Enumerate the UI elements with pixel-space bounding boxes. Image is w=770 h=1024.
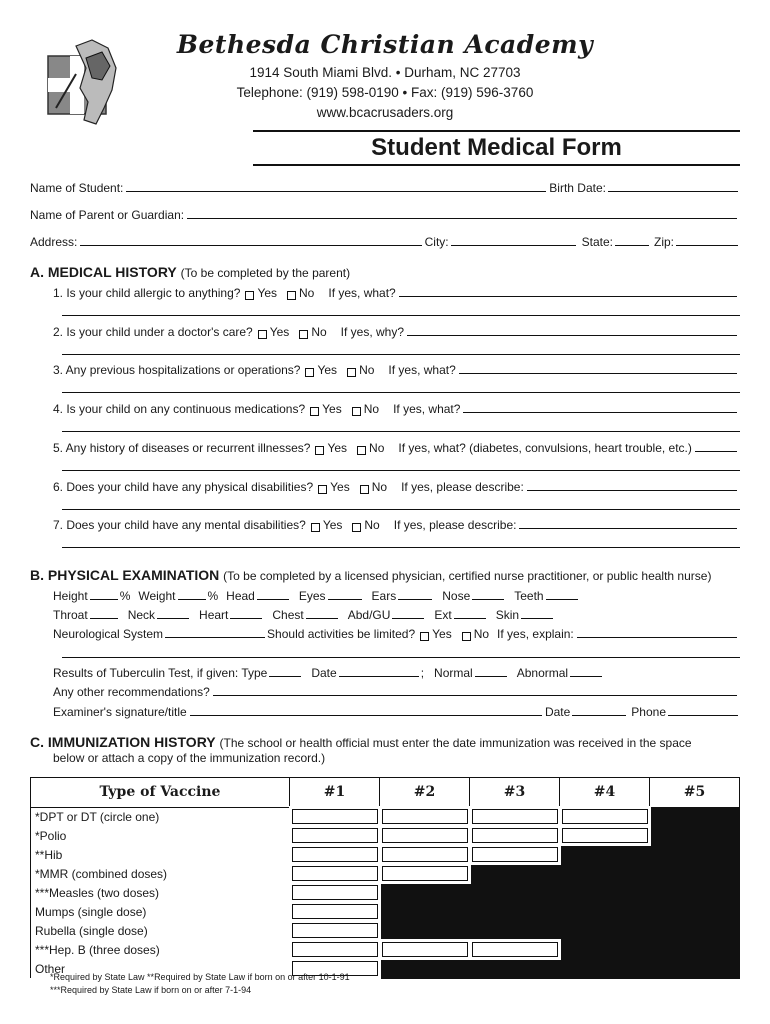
parent-row (30, 206, 740, 222)
exam-phone-field[interactable] (668, 714, 738, 716)
dose-blocked-cell (380, 883, 470, 902)
question-yes-checkbox[interactable] (311, 523, 320, 532)
vaccine-name: **Hib (31, 845, 290, 864)
explain-field[interactable] (577, 636, 737, 638)
question-yes-checkbox[interactable] (318, 485, 327, 494)
yes-label: Yes (317, 363, 338, 377)
followup-field[interactable] (459, 372, 737, 374)
school-website[interactable]: www.bcacrusaders.org (316, 105, 454, 120)
vitals-row-2: Throat Neck Heart Chest Abd/GU Ext Skin (53, 606, 740, 622)
footnote-2: ***Required by State Law if born on or after 7-1-94 (50, 985, 252, 995)
followup-field[interactable] (695, 450, 737, 452)
followup-field[interactable] (463, 411, 737, 413)
nose-field[interactable] (472, 598, 504, 600)
column-header: Type of Vaccine (31, 778, 290, 808)
birth-date-label: Birth Date: (549, 181, 606, 195)
yes-label: Yes (322, 518, 343, 532)
school-address: 1914 South Miami Blvd. • Durham, NC 27703 (249, 65, 521, 80)
yes-label: Yes (322, 402, 342, 416)
dose-blocked-cell (470, 883, 560, 902)
school-logo (46, 38, 122, 128)
question-continuation-line[interactable] (62, 470, 740, 471)
dose-date-cell[interactable] (380, 845, 470, 864)
question-yes-checkbox[interactable] (315, 446, 324, 455)
dose-blocked-cell (650, 845, 740, 864)
exam-date-field[interactable] (572, 714, 626, 716)
dose-blocked-cell (470, 921, 560, 940)
dose-blocked-cell (650, 864, 740, 883)
neuro-field[interactable] (165, 636, 265, 638)
dose-date-cell[interactable] (470, 940, 560, 959)
title-rule-bottom (253, 164, 740, 166)
vaccine-name: *Polio (31, 826, 290, 845)
medical-question-2 (53, 323, 740, 339)
explain-continuation-line[interactable] (62, 657, 740, 658)
vaccine-row (31, 845, 740, 864)
eyes-field[interactable] (328, 598, 362, 600)
abnormal-field[interactable] (570, 675, 602, 677)
vaccine-name: Mumps (single dose) (31, 902, 290, 921)
dose-blocked-cell (560, 883, 650, 902)
column-header: #5 (650, 778, 740, 808)
question-text: 6. Does your child have any physical disabilities? (53, 480, 314, 494)
recommendations-row: Any other recommendations? (53, 683, 740, 699)
dose-blocked-cell (380, 959, 470, 978)
question-no-checkbox[interactable] (352, 523, 361, 532)
dose-blocked-cell (650, 959, 740, 978)
student-name-row (30, 179, 740, 195)
school-phone: Telephone: (919) 598-0190 • Fax: (919) 596-3760 (236, 85, 534, 100)
dose-date-cell[interactable] (470, 807, 560, 826)
dose-blocked-cell (650, 902, 740, 921)
column-header: #1 (290, 778, 380, 808)
tb-type-field[interactable] (269, 675, 301, 677)
limited-yes-checkbox[interactable] (420, 632, 429, 641)
dose-date-cell[interactable] (380, 864, 470, 883)
followup-field[interactable] (399, 295, 737, 297)
no-label: No (363, 402, 380, 416)
question-text: 4. Is your child on any continuous medications? (53, 402, 306, 416)
question-continuation-line[interactable] (62, 354, 740, 355)
state-label: State: (581, 235, 613, 249)
vaccine-row (31, 940, 740, 959)
dose-date-cell[interactable] (290, 845, 380, 864)
city-field[interactable] (451, 244, 576, 246)
followup-label: If yes, why? (340, 325, 405, 339)
dose-blocked-cell (560, 864, 650, 883)
dose-blocked-cell (470, 864, 560, 883)
question-continuation-line[interactable] (62, 547, 740, 548)
dose-blocked-cell (650, 826, 740, 845)
yes-label: Yes (257, 286, 278, 300)
question-no-checkbox[interactable] (299, 330, 308, 339)
vaccine-row (31, 807, 740, 826)
dose-blocked-cell (380, 902, 470, 921)
followup-label: If yes, please describe: (393, 518, 517, 532)
dose-date-cell[interactable] (290, 921, 380, 940)
question-yes-checkbox[interactable] (245, 291, 254, 300)
dose-date-cell[interactable] (290, 902, 380, 921)
normal-field[interactable] (475, 675, 507, 677)
dose-date-cell[interactable] (380, 807, 470, 826)
question-text: 1. Is your child allergic to anything? (53, 286, 241, 300)
dose-blocked-cell (650, 883, 740, 902)
dose-blocked-cell (470, 959, 560, 978)
question-no-checkbox[interactable] (352, 407, 361, 416)
immunization-heading: C. IMMUNIZATION HISTORY (The school or health official must enter the date immunization was received in the space (30, 734, 692, 750)
dose-blocked-cell (560, 959, 650, 978)
dose-blocked-cell (560, 921, 650, 940)
address-row (30, 233, 740, 249)
vaccine-name: *MMR (combined doses) (31, 864, 290, 883)
question-yes-checkbox[interactable] (305, 368, 314, 377)
dose-date-cell[interactable] (560, 807, 650, 826)
no-label: No (364, 518, 380, 532)
yes-label: Yes (327, 441, 348, 455)
dose-blocked-cell (380, 921, 470, 940)
dose-date-cell[interactable] (290, 883, 380, 902)
question-no-checkbox[interactable] (287, 291, 296, 300)
vaccine-name: Rubella (single dose) (31, 921, 290, 940)
question-text: 5. Any history of diseases or recurrent illnesses? (53, 441, 311, 455)
medical-question-1 (53, 284, 740, 300)
dose-date-cell[interactable] (470, 845, 560, 864)
dose-date-cell[interactable] (290, 940, 380, 959)
signature-row: Examiner's signature/title Date Phone (53, 703, 740, 719)
no-label: No (371, 480, 388, 494)
city-label: City: (424, 235, 449, 249)
question-yes-checkbox[interactable] (258, 330, 267, 339)
dose-date-cell[interactable] (380, 940, 470, 959)
physical-exam-heading: B. PHYSICAL EXAMINATION (To be completed by a licensed physician, certified nurse practitioner, or public health nurse) (30, 567, 712, 583)
yes-label: Yes (269, 325, 290, 339)
dose-date-cell[interactable] (560, 826, 650, 845)
dose-date-cell[interactable] (470, 826, 560, 845)
followup-label: If yes, what? (diabetes, convulsions, heart trouble, etc.) (398, 441, 692, 455)
column-header: #2 (380, 778, 470, 808)
dose-blocked-cell (560, 940, 650, 959)
weight-field[interactable] (178, 598, 206, 600)
medical-question-6 (53, 478, 740, 494)
neuro-row: Neurological System Should activities be limited? Yes No If yes, explain: (53, 625, 740, 641)
vitals-row-1: Height % Weight % Head Eyes Ears Nose Teeth (53, 587, 740, 603)
vaccine-name: Other (31, 959, 290, 978)
form-title: Student Medical Form (371, 134, 622, 161)
abd-field[interactable] (392, 617, 424, 619)
vaccine-row (31, 921, 740, 940)
vaccine-name: ***Hep. B (three doses) (31, 940, 290, 959)
followup-field[interactable] (527, 489, 737, 491)
medical-question-4 (53, 400, 740, 416)
address-label: Address: (30, 235, 78, 249)
neck-field[interactable] (157, 617, 189, 619)
question-no-checkbox[interactable] (357, 446, 366, 455)
signature-field[interactable] (190, 714, 542, 716)
dose-blocked-cell (650, 921, 740, 940)
address-field[interactable] (80, 244, 421, 246)
state-field[interactable] (615, 244, 649, 246)
parent-field[interactable] (187, 217, 737, 219)
zip-label: Zip: (653, 235, 674, 249)
medical-question-5 (53, 439, 740, 455)
vaccine-name: ***Measles (two doses) (31, 883, 290, 902)
ears-field[interactable] (398, 598, 432, 600)
dose-date-cell[interactable] (290, 864, 380, 883)
school-name: Bethesda Christian Academy (176, 30, 594, 59)
followup-field[interactable] (519, 527, 737, 529)
question-continuation-line[interactable] (62, 392, 740, 393)
followup-label: If yes, what? (328, 286, 396, 300)
student-name-field[interactable] (126, 190, 546, 192)
question-text: 2. Is your child under a doctor's care? (53, 325, 253, 339)
height-field[interactable] (90, 598, 118, 600)
birth-date-field[interactable] (608, 190, 738, 192)
followup-label: If yes, please describe: (401, 480, 524, 494)
dose-blocked-cell (560, 902, 650, 921)
tb-row: Results of Tuberculin Test, if given: Type Date ; Normal Abnormal (53, 664, 740, 680)
medical-question-7 (53, 516, 740, 532)
followup-label: If yes, what? (393, 402, 461, 416)
tb-date-field[interactable] (339, 675, 419, 677)
no-label: No (359, 363, 375, 377)
no-label: No (369, 441, 385, 455)
head-field[interactable] (257, 598, 289, 600)
column-header: #3 (470, 778, 560, 808)
vaccine-row (31, 883, 740, 902)
dose-blocked-cell (560, 845, 650, 864)
chest-field[interactable] (306, 617, 338, 619)
question-text: 7. Does your child have any mental disabilities? (53, 518, 306, 532)
question-yes-checkbox[interactable] (310, 407, 319, 416)
followup-label: If yes, what? (388, 363, 456, 377)
student-name-label: Name of Student: (30, 181, 124, 195)
footnote-1: *Required by State Law **Required by State Law if born on or after 10-1-91 (50, 972, 350, 982)
dose-blocked-cell (470, 902, 560, 921)
zip-field[interactable] (676, 244, 738, 246)
no-label: No (311, 325, 327, 339)
dose-blocked-cell (650, 940, 740, 959)
teeth-field[interactable] (546, 598, 578, 600)
question-continuation-line[interactable] (62, 315, 740, 316)
question-continuation-line[interactable] (62, 431, 740, 432)
question-text: 3. Any previous hospitalizations or operations? (53, 363, 301, 377)
question-no-checkbox[interactable] (347, 368, 356, 377)
heart-field[interactable] (230, 617, 262, 619)
vaccine-name: *DPT or DT (circle one) (31, 807, 290, 826)
title-rule-top (253, 130, 740, 132)
vaccine-row (31, 826, 740, 845)
dose-date-cell[interactable] (290, 807, 380, 826)
recommendations-field[interactable] (213, 694, 737, 696)
throat-field[interactable] (90, 617, 118, 619)
parent-label: Name of Parent or Guardian: (30, 208, 185, 222)
medical-history-heading: A. MEDICAL HISTORY (To be completed by the parent) (30, 264, 351, 280)
dose-date-cell[interactable] (290, 826, 380, 845)
question-no-checkbox[interactable] (360, 485, 369, 494)
immunization-table (30, 777, 740, 979)
skin-field[interactable] (521, 617, 553, 619)
dose-date-cell[interactable] (380, 826, 470, 845)
vaccine-row (31, 902, 740, 921)
vaccine-row (31, 864, 740, 883)
dose-blocked-cell (650, 807, 740, 826)
no-label: No (299, 286, 315, 300)
yes-label: Yes (330, 480, 350, 494)
ext-field[interactable] (454, 617, 486, 619)
question-continuation-line[interactable] (62, 509, 740, 510)
immunization-note-2: below or attach a copy of the immunization record.) (53, 751, 326, 765)
column-header: #4 (560, 778, 650, 808)
followup-field[interactable] (407, 334, 737, 336)
limited-no-checkbox[interactable] (462, 632, 471, 641)
medical-question-3 (53, 361, 740, 377)
